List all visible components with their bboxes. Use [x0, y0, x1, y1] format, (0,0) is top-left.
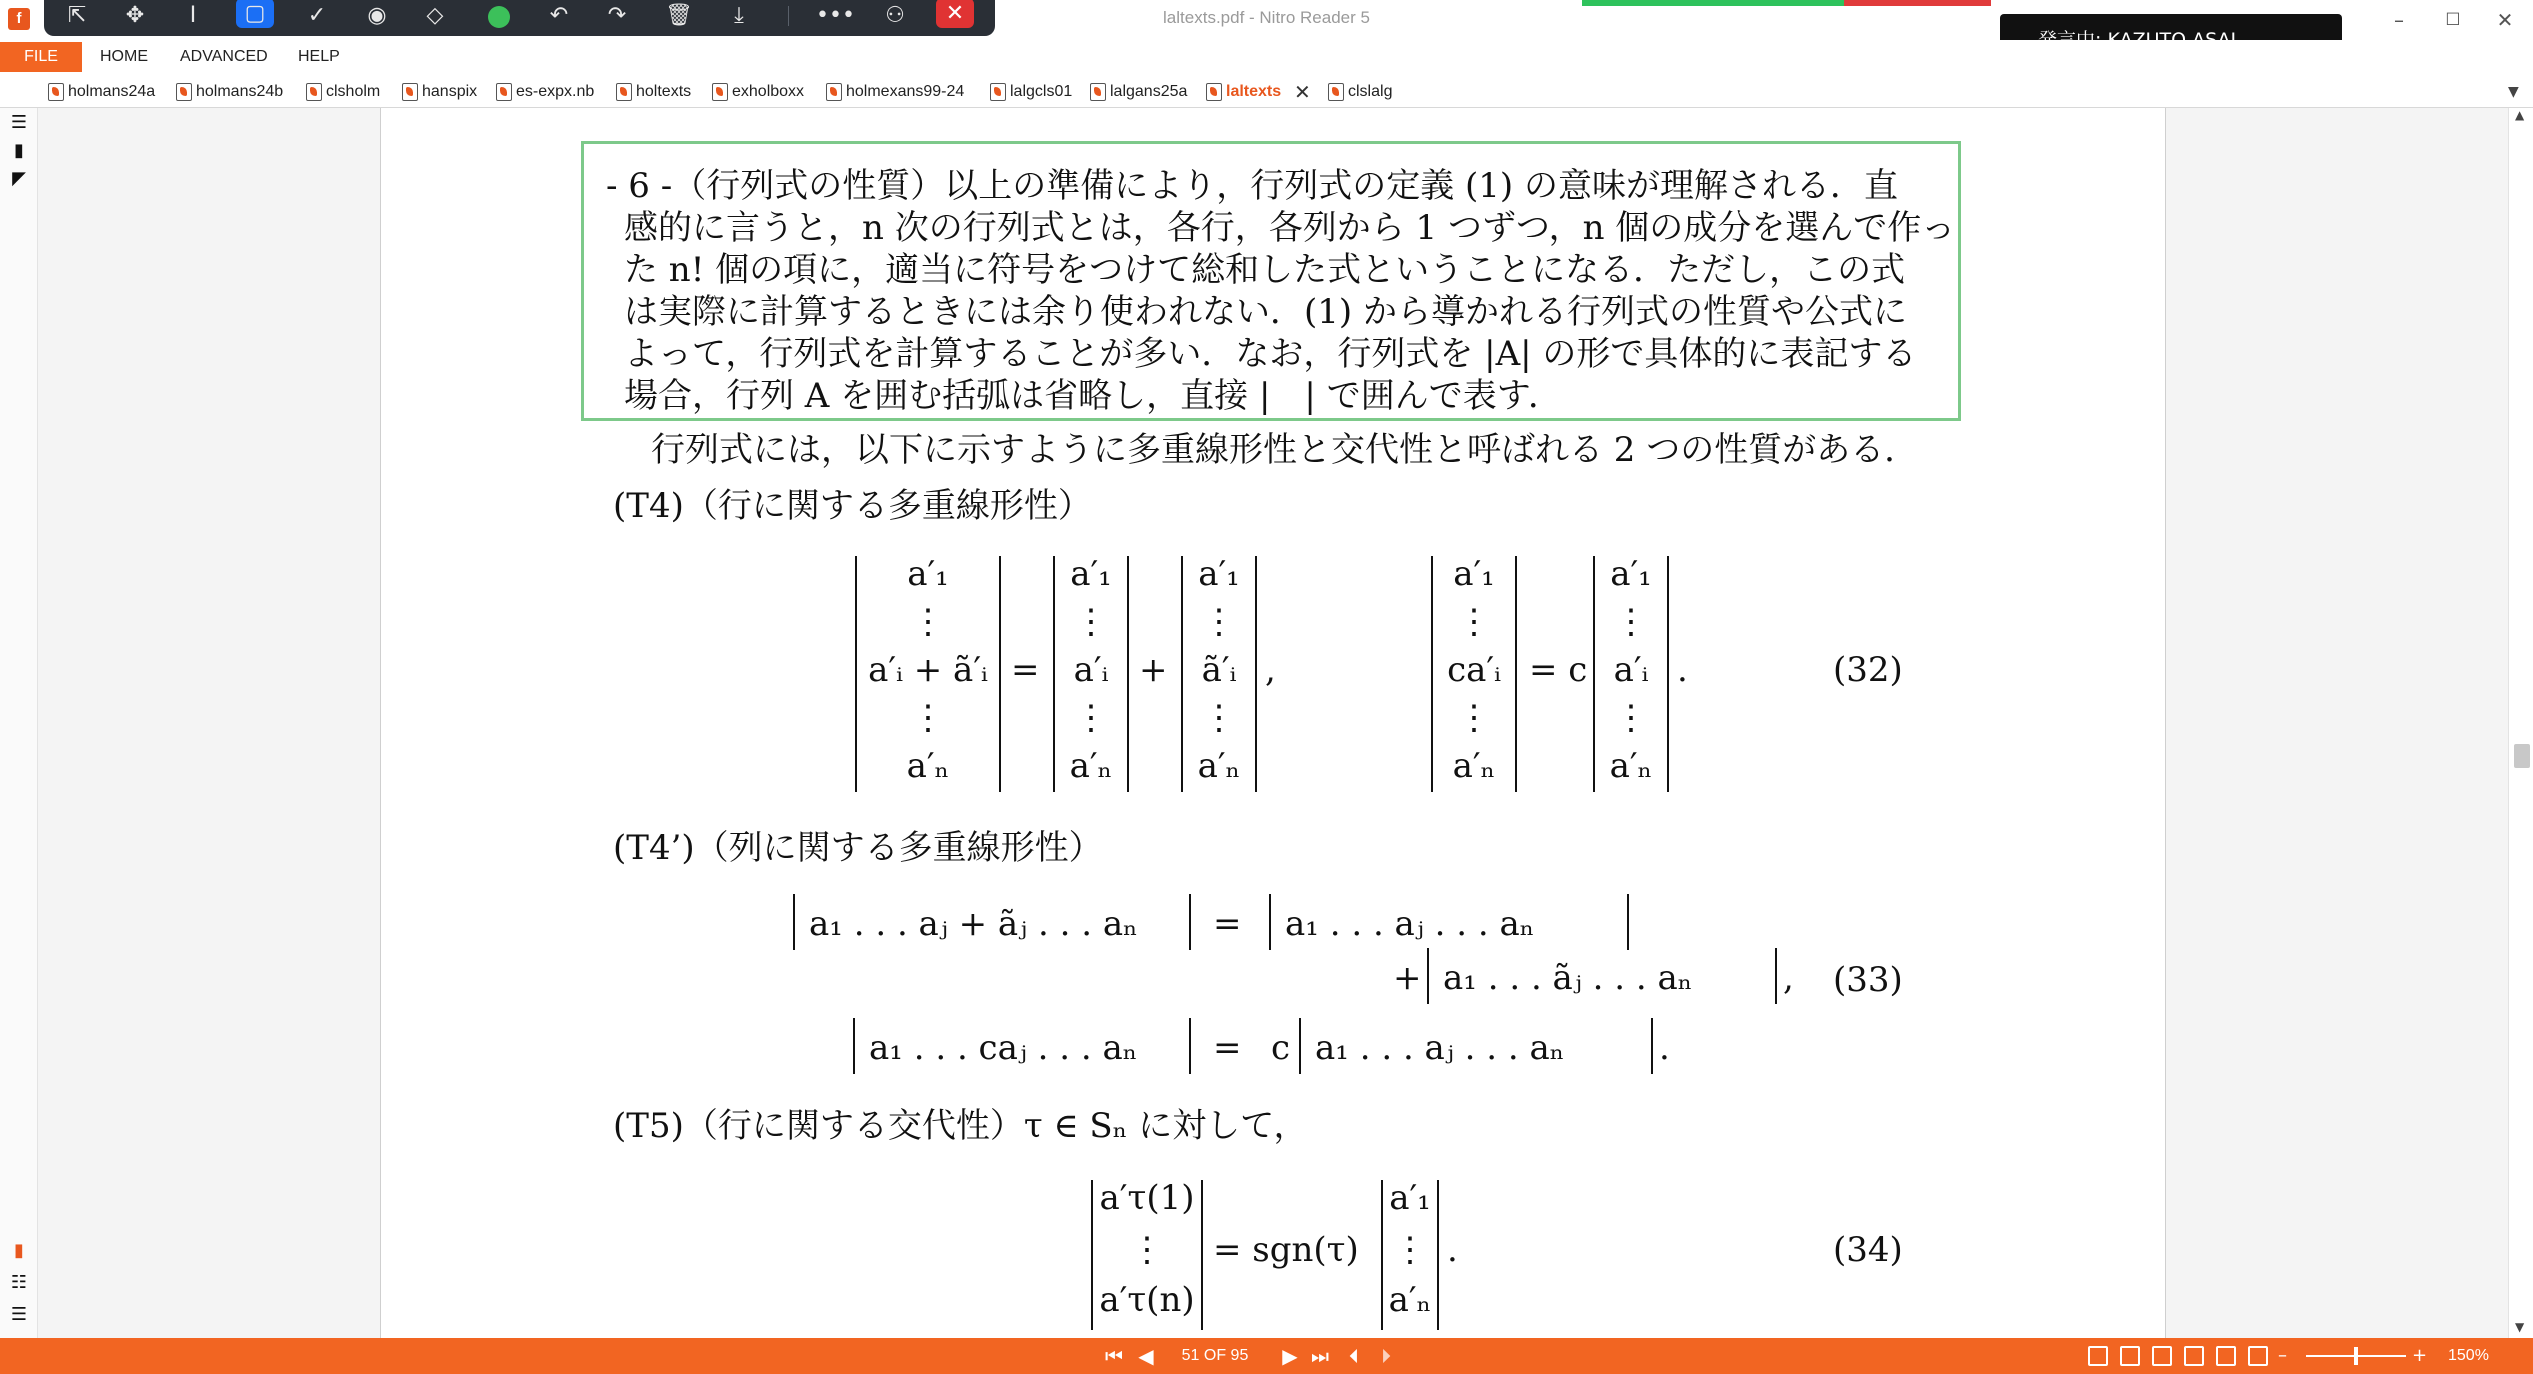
matrix-cell: a′ᵢ	[1073, 650, 1109, 690]
fit-width-icon[interactable]	[2216, 1346, 2236, 1366]
det-row: a₁ . . . aⱼ . . . aₙ	[1315, 1028, 1565, 1068]
menu-home[interactable]: HOME	[100, 48, 148, 65]
matrix-cell: ⋮	[1614, 698, 1648, 738]
matrix-cell: ⋮	[1130, 1230, 1164, 1270]
text-cursor-icon[interactable]: I	[189, 3, 197, 28]
det-row: a₁ . . . caⱼ . . . aₙ	[869, 1028, 1138, 1068]
comma: ,	[1783, 958, 1794, 998]
equals-c: = c	[1529, 650, 1588, 690]
pdf-file-icon	[990, 83, 1006, 101]
document-tab-bar	[0, 72, 2533, 108]
zoom-slider-thumb[interactable]	[2354, 1347, 2358, 1365]
note-text-line: よって，行列式を計算することが多い．なお，行列式を |A| の形で具体的に表記する	[624, 334, 1917, 374]
matrix-cell: a′₁	[1389, 1178, 1431, 1218]
note-text-line: 場合，行列 A を囲む括弧は省略し，直接 | | で囲んで表す．	[624, 376, 1562, 416]
tab-holmans24a[interactable]: holmans24a	[46, 78, 155, 106]
note-text-line: 感的に言うと，n 次の行列式とは，各行，各列から 1 つずつ，n 個の成分を選んで作っ	[624, 208, 1956, 248]
next-page-icon[interactable]: ▶	[1282, 1344, 1298, 1368]
zoom-in-button[interactable]: +	[2412, 1345, 2428, 1366]
matrix-cell: ⋮	[1457, 602, 1491, 642]
status-bar	[0, 1338, 2533, 1374]
intro-paragraph: 行列式には，以下に示すように多重線形性と交代性と呼ばれる 2 つの性質がある．	[651, 430, 1919, 470]
det-row: a₁ . . . ãⱼ . . . aₙ	[1443, 958, 1693, 998]
toolbar-close-button[interactable]: ✕	[936, 0, 974, 28]
scroll-down-icon[interactable]: ▼	[2515, 1320, 2525, 1334]
det-bar	[1775, 948, 1777, 1004]
det-bar	[1189, 894, 1191, 950]
matrix-cell: ⋮	[1457, 698, 1491, 738]
first-page-icon[interactable]: ⏮	[1105, 1344, 1123, 1368]
outline-panel-icon[interactable]: ☷	[10, 1272, 28, 1293]
matrix-cell: a′τ(1)	[1099, 1178, 1195, 1218]
matrix-cell: a′₁	[1610, 554, 1652, 594]
nitro-logo-icon: f	[8, 8, 30, 30]
layers-panel-icon[interactable]: ☰	[10, 1304, 28, 1325]
tab-holmexans99-24[interactable]: holmexans99-24	[824, 78, 964, 106]
equation-number: (33)	[1833, 960, 1903, 1000]
redo-icon[interactable]: ↷	[607, 3, 627, 28]
det-bar	[1269, 894, 1271, 950]
menu-bar	[0, 40, 2533, 72]
heading-t5: (T5)（行に関する交代性）τ ∈ Sₙ に対して，	[613, 1106, 1308, 1146]
scalar-c: c	[1271, 1028, 1291, 1068]
more-icon[interactable]: •••	[816, 3, 855, 28]
matrix-cell: ca′ᵢ	[1447, 650, 1501, 690]
previous-page-icon[interactable]: ◀	[1138, 1344, 1154, 1368]
tab-clslalg[interactable]: clslalg	[1326, 78, 1392, 106]
scrollbar-thumb[interactable]	[2514, 744, 2530, 768]
matrix-cell: a′ₙ	[1452, 746, 1496, 786]
matrix-cell: a′ₙ	[1197, 746, 1241, 786]
matrix-cell: ⋮	[1074, 698, 1108, 738]
check-icon[interactable]: ✓	[307, 3, 327, 28]
plus-sign: +	[1139, 650, 1168, 690]
tab-lalgans25a[interactable]: lalgans25a	[1088, 78, 1187, 106]
menu-help[interactable]: HELP	[298, 48, 340, 65]
det-bar	[793, 894, 795, 950]
equals-sign: =	[1213, 1028, 1242, 1068]
tab-holmans24b[interactable]: holmans24b	[174, 78, 283, 106]
matrix-cell: ⋮	[1202, 602, 1236, 642]
equation-number: (34)	[1833, 1230, 1903, 1270]
tab-laltexts[interactable]: laltexts	[1204, 78, 1281, 106]
facing-view-icon[interactable]	[2152, 1346, 2172, 1366]
single-page-view-icon[interactable]	[2088, 1346, 2108, 1366]
matrix-cell: a′ₙ	[1069, 746, 1113, 786]
select-arrow-icon[interactable]: ⇱	[67, 3, 87, 28]
pdf-file-icon	[306, 83, 322, 101]
back-view-icon[interactable]: ⏴	[1349, 1344, 1359, 1368]
tab-es-expx[interactable]: es-expx.nb	[494, 78, 594, 106]
pdf-file-icon	[48, 83, 64, 101]
window-title: laltexts.pdf - Nitro Reader 5	[1163, 8, 1370, 27]
download-icon[interactable]: ⤓	[734, 3, 744, 28]
share-indicator-green	[1582, 0, 1844, 6]
matrix-cell: ã′ᵢ	[1201, 650, 1237, 690]
equals-sign: =	[1011, 650, 1040, 690]
pdf-file-icon	[1206, 83, 1222, 101]
det-bar	[1627, 894, 1629, 950]
det-bar	[1299, 1018, 1301, 1074]
det-bar	[1651, 1018, 1653, 1074]
pages-panel-icon[interactable]: ☰	[10, 112, 28, 133]
bookmarks-panel-icon[interactable]: ▮	[14, 140, 24, 161]
document-viewport[interactable]	[38, 108, 2508, 1338]
pdf-page	[380, 108, 2166, 1338]
pdf-file-icon	[826, 83, 842, 101]
matrix-cell: a′τ(n)	[1099, 1280, 1195, 1320]
matrix-cell: a′ᵢ + ã′ᵢ	[868, 650, 988, 690]
det-bar	[1667, 556, 1669, 792]
zoom-out-button[interactable]: –	[2278, 1345, 2287, 1366]
det-bar	[853, 1018, 855, 1074]
matrix-cell: a′ᵢ	[1613, 650, 1649, 690]
undo-icon[interactable]: ↶	[549, 3, 569, 28]
tab-close-icon[interactable]: ✕	[1294, 80, 1311, 104]
matrix-cell: a′ₙ	[906, 746, 950, 786]
period: .	[1447, 1230, 1458, 1270]
attachments-panel-icon[interactable]: ◤	[12, 168, 26, 189]
left-sidebar	[0, 108, 38, 1338]
period: .	[1677, 650, 1688, 690]
matrix-cell: ⋮	[911, 698, 945, 738]
pdf-file-icon	[176, 83, 192, 101]
matrix-cell: a′ₙ	[1609, 746, 1653, 786]
matrix-cell: ⋮	[1393, 1230, 1427, 1270]
matrix-cell: a′₁	[1070, 554, 1112, 594]
det-bar	[1255, 556, 1257, 792]
heading-t4: (T4)（行に関する多重線形性）	[613, 486, 1092, 526]
rectangle-icon[interactable]: ▢	[236, 0, 274, 28]
menu-advanced[interactable]: ADVANCED	[180, 48, 268, 65]
trash-icon[interactable]: 🗑	[665, 3, 693, 28]
floating-annotation-toolbar	[44, 0, 995, 36]
note-text-line: は実際に計算するときには余り使われない．(1) から導かれる行列式の性質や公式に	[624, 292, 1907, 332]
tab-clsholm[interactable]: clsholm	[304, 78, 380, 106]
window-close-button[interactable]: ✕	[2496, 8, 2514, 32]
matrix-cell: ⋮	[911, 602, 945, 642]
det-bar	[1437, 1180, 1439, 1330]
pdf-file-icon	[496, 83, 512, 101]
det-bar	[1189, 1018, 1191, 1074]
pdf-file-icon	[1328, 83, 1344, 101]
tab-lalgcls01[interactable]: lalgcls01	[988, 78, 1072, 106]
page-indicator[interactable]: 51 OF 95	[1181, 1347, 1249, 1364]
equals-sign: =	[1213, 904, 1242, 944]
comma: ,	[1265, 650, 1276, 690]
zoom-level[interactable]: 150%	[2448, 1347, 2489, 1364]
plus-sign: +	[1393, 958, 1422, 998]
tab-overflow-icon[interactable]: ▼	[2508, 84, 2519, 100]
stamp-icon[interactable]: ◉	[367, 3, 387, 28]
matrix-cell: ⋮	[1202, 698, 1236, 738]
pdf-file-icon	[712, 83, 728, 101]
tab-hanspix[interactable]: hanspix	[400, 78, 477, 106]
fit-page-icon[interactable]	[2248, 1346, 2268, 1366]
det-bar	[999, 556, 1001, 792]
pdf-file-icon	[616, 83, 632, 101]
matrix-cell: a′₁	[907, 554, 949, 594]
maximize-button[interactable]: ☐	[2445, 10, 2461, 30]
note-text-line: た n! 個の項に，適当に符号をつけて総和した式ということになる．ただし，この式	[624, 250, 1906, 290]
tab-holtexts[interactable]: holtexts	[614, 78, 691, 106]
det-bar	[1127, 556, 1129, 792]
det-row: a₁ . . . aⱼ + ãⱼ . . . aₙ	[809, 904, 1138, 944]
participants-icon[interactable]: ⚇	[885, 3, 905, 28]
last-page-icon[interactable]: ⏭	[1311, 1344, 1329, 1368]
minimize-button[interactable]: –	[2394, 8, 2404, 32]
pdf-file-icon	[1090, 83, 1106, 101]
matrix-cell: ⋮	[1614, 602, 1648, 642]
note-text-line: - 6 -（行列式の性質）以上の準備により，行列式の定義 (1) の意味が理解される．直	[606, 166, 1898, 206]
menu-file[interactable]: FILE	[0, 42, 82, 72]
pdf-file-icon	[402, 83, 418, 101]
det-bar	[1515, 556, 1517, 792]
det-bar	[1427, 948, 1429, 1004]
det-bar	[1201, 1180, 1203, 1330]
period: .	[1659, 1028, 1670, 1068]
color-dot-icon[interactable]	[488, 6, 510, 28]
matrix-cell: a′₁	[1453, 554, 1495, 594]
det-row: a₁ . . . aⱼ . . . aₙ	[1285, 904, 1535, 944]
toolbar-separator	[788, 6, 789, 26]
comments-panel-icon[interactable]: ▮	[14, 1240, 24, 1261]
forward-view-icon[interactable]: ⏵	[1381, 1344, 1391, 1368]
note-annotation-box[interactable]	[581, 141, 1961, 421]
eraser-icon[interactable]: ◇	[426, 3, 444, 28]
matrix-cell: a′ₙ	[1388, 1280, 1432, 1320]
matrix-cell: ⋮	[1074, 602, 1108, 642]
share-indicator-red	[1844, 0, 1991, 6]
equals-sgn: = sgn(τ)	[1213, 1230, 1359, 1270]
vertical-scrollbar[interactable]	[2508, 108, 2533, 1338]
facing-continuous-view-icon[interactable]	[2184, 1346, 2204, 1366]
tab-exholboxx[interactable]: exholboxx	[710, 78, 804, 106]
move-icon[interactable]: ✥	[125, 3, 145, 28]
equation-number: (32)	[1833, 650, 1903, 690]
scroll-up-icon[interactable]: ▲	[2515, 108, 2525, 122]
continuous-view-icon[interactable]	[2120, 1346, 2140, 1366]
heading-t4-prime: (T4’)（列に関する多重線形性）	[613, 828, 1103, 868]
matrix-cell: a′₁	[1198, 554, 1240, 594]
